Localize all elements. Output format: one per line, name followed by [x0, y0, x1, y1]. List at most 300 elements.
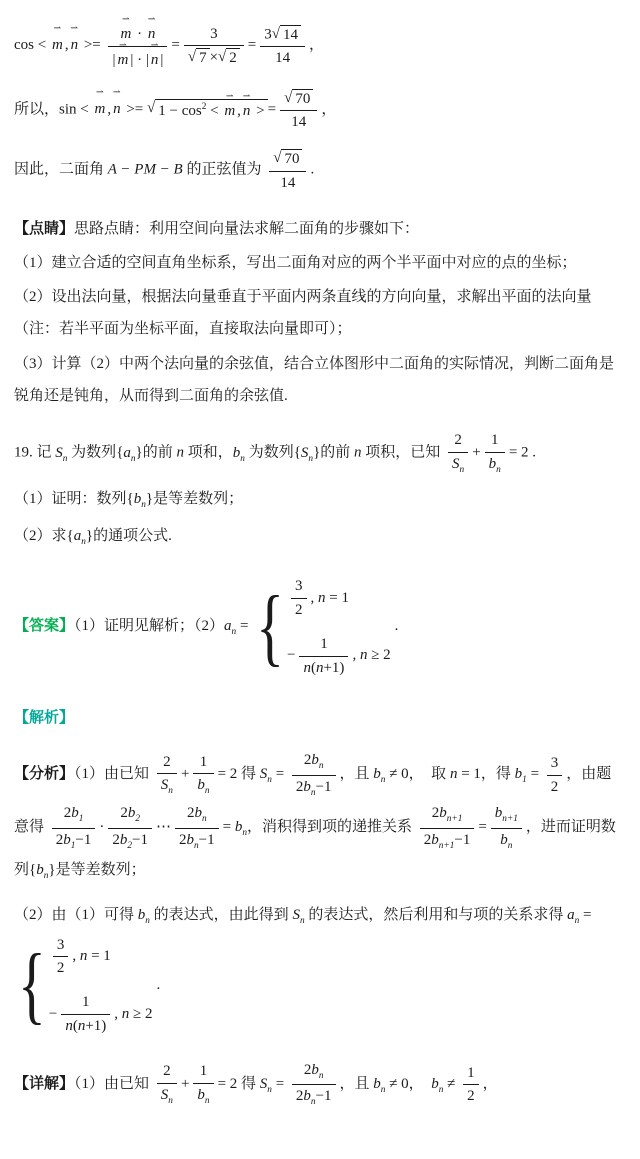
text-run: 是等差数列；: [153, 491, 244, 508]
subscript-base: S: [55, 444, 63, 461]
text-run: +1): [85, 1017, 107, 1034]
text-run: 所以，sin <: [14, 101, 93, 118]
numerator: [291, 576, 307, 599]
denominator: [61, 1015, 110, 1036]
section-tag: 【答案】: [14, 618, 75, 635]
subscript-base: b: [119, 832, 128, 849]
text-run: −1: [132, 832, 149, 849]
text-run: （2）设出法向量，根据法向量垂直于平面内两条直线的方向向量，求解出平面的法向量（注：若半平面为坐标平面，直接取法向量即可）；: [14, 289, 592, 338]
denominator: [420, 829, 475, 853]
text-run: 的前: [142, 444, 177, 461]
math-variable-subscripted: [232, 444, 245, 464]
vector-m: m ⇀: [52, 28, 63, 61]
section-tag: 【分析】: [14, 766, 75, 783]
text-run: 2: [63, 805, 72, 822]
text-run: 2: [55, 832, 64, 849]
text-run: = 2 得: [217, 766, 260, 783]
denominator: [292, 1085, 336, 1109]
text-run: ,: [114, 1005, 122, 1022]
text-run: }: [48, 861, 56, 878]
subscript-base: b: [127, 805, 136, 822]
text-run: 因此，二面角: [14, 161, 108, 178]
text-run: =: [478, 819, 487, 836]
text-run: 14: [291, 114, 307, 131]
text-run: 思路点睛：利用空间向量法求解二面角的步骤如下：: [74, 220, 420, 237]
math-variable-subscripted: [36, 861, 49, 881]
subscript: 2: [127, 841, 133, 852]
math-variable: n: [176, 444, 185, 461]
superscript: 2: [201, 101, 207, 112]
text-run: 2: [454, 432, 462, 448]
square-root: [147, 99, 268, 121]
text-run: = 2 .: [508, 444, 537, 461]
denominator: [108, 47, 167, 70]
math-variable-subscripted: [133, 491, 146, 511]
superscript-base: cos: [181, 102, 202, 119]
text-run: >=: [122, 101, 147, 118]
subscript: 1: [78, 814, 84, 825]
text-run: >=: [80, 37, 105, 54]
subscript-base: b: [303, 778, 311, 795]
math-variable-subscripted: [494, 805, 518, 825]
fraction: [292, 1060, 336, 1109]
subscript-base: b: [311, 752, 319, 769]
text-run: 的正弦值为: [182, 161, 266, 178]
text-run: {: [29, 861, 37, 878]
text-run: −1: [75, 832, 92, 849]
fraction: [448, 430, 468, 476]
subscript: n: [507, 841, 513, 852]
subscript-base: a: [567, 906, 575, 923]
left-brace-icon: {: [18, 935, 46, 1034]
numerator: [53, 935, 69, 958]
numerator: [193, 1061, 213, 1084]
denominator: [299, 657, 348, 678]
subscript-base: b: [500, 832, 508, 849]
math-variable: n: [65, 1017, 73, 1034]
math-variable-subscripted: [123, 444, 136, 464]
math-variable: A − PM − B: [107, 161, 183, 178]
numerator: [108, 803, 152, 829]
text-run: ，且: [339, 766, 374, 783]
math-variable-subscripted: [500, 832, 513, 852]
subscript-base: S: [259, 1075, 268, 1092]
math-variable-subscripted: [431, 1075, 444, 1095]
text-run: (: [72, 1017, 78, 1034]
text-run: 3: [295, 578, 303, 595]
math-variable-subscripted: [160, 777, 173, 797]
text-run: （1）由已知: [74, 1075, 153, 1092]
text-run: （1）证明见解析；（2）: [74, 618, 225, 635]
text-run: 19. 记: [14, 444, 56, 461]
text-run: +: [472, 444, 481, 461]
subscript: n: [308, 453, 314, 464]
numerator: [280, 88, 317, 112]
text-run: 1: [491, 432, 499, 448]
math-variable-subscripted: [303, 778, 316, 798]
math-variable-subscripted: [452, 455, 465, 475]
radicand: [280, 25, 301, 45]
subscript-base: b: [71, 805, 79, 822]
case-row: [49, 933, 153, 981]
subscript: n: [141, 500, 146, 511]
subscript-base: b: [439, 805, 447, 822]
vector-n: n ⇀: [151, 49, 159, 70]
numerator: [299, 634, 348, 657]
math-variable: n: [359, 647, 368, 664]
subscript: n: [310, 1097, 316, 1108]
vector-m: m ⇀: [121, 23, 132, 44]
text-run: 项和，: [184, 444, 233, 461]
text-run: 2: [423, 832, 432, 849]
case-row: [287, 632, 391, 680]
radical-sign-icon: √: [273, 150, 282, 166]
subscript-base: S: [452, 455, 460, 472]
subscript-base: b: [431, 832, 439, 849]
text-run: <: [206, 102, 223, 119]
subscript-base: b: [494, 805, 503, 822]
subscript-base: S: [292, 906, 300, 923]
denominator: [547, 776, 563, 797]
text-run: ,: [72, 948, 80, 965]
subscript-base: b: [431, 1075, 439, 1092]
text-run: ,: [64, 37, 69, 54]
fraction: [53, 935, 69, 979]
text-run: =: [222, 819, 235, 836]
denominator: [52, 829, 96, 853]
subscript: n+1: [502, 814, 518, 825]
text-run: ⋯: [156, 819, 172, 836]
fraction: [547, 753, 563, 797]
text-run: 2: [187, 805, 195, 822]
math-variable-subscripted: [197, 1086, 210, 1106]
numerator: [547, 753, 563, 776]
math-variable-subscripted: [259, 766, 272, 786]
text-run: ≥ 2: [129, 1005, 153, 1022]
numerator: [485, 430, 505, 453]
denominator: [175, 829, 219, 853]
fraction: [108, 22, 167, 70]
fraction: [193, 752, 213, 798]
subscript: n: [574, 915, 580, 926]
jiexi-heading: [14, 703, 624, 734]
text-run: ,: [310, 589, 318, 606]
math-variable-subscripted: [567, 906, 580, 926]
text-run: 2: [179, 832, 187, 849]
vector-n: n ⇀: [148, 23, 156, 44]
fraction: [260, 24, 305, 69]
subscript-base: b: [373, 1075, 381, 1092]
subscript: n: [242, 828, 248, 839]
text-run: ,: [352, 647, 360, 664]
text-run: 的表达式，然后利用和与项的关系求得: [304, 906, 568, 923]
radical-sign-icon: √: [146, 99, 156, 116]
text-run: 2: [295, 778, 304, 795]
text-run: ,: [107, 101, 112, 118]
text-run: ,: [237, 102, 241, 119]
vector-n: n ⇀: [71, 28, 79, 61]
subscript: n: [267, 1084, 272, 1095]
math-variable: n: [121, 1005, 130, 1022]
text-run: ，: [321, 101, 337, 118]
radical-sign-icon: √: [284, 89, 293, 106]
subscript: n: [204, 786, 210, 797]
text-run: 1: [467, 1064, 475, 1081]
dianjing-step-2: [14, 281, 624, 346]
subscript: n: [299, 915, 305, 926]
subscript: n: [168, 1095, 173, 1106]
text-run: 2: [467, 1088, 475, 1105]
numerator: [420, 803, 475, 829]
text-run: 为数列: [244, 444, 294, 461]
fraction: [193, 1061, 213, 1107]
numerator: [448, 430, 468, 453]
denominator: [491, 829, 522, 853]
subscript: n: [459, 464, 465, 475]
text-run: ≠: [443, 1075, 460, 1092]
math-variable-subscripted: [311, 752, 324, 772]
math-variable-subscripted: [194, 805, 207, 825]
radicand: [226, 48, 240, 68]
math-variable-subscripted: [303, 1088, 316, 1108]
question-19: [14, 428, 624, 478]
subscript-base: b: [186, 832, 195, 849]
text-run: {: [116, 444, 124, 461]
text-run: 1: [82, 994, 90, 1011]
text-run: 1: [320, 635, 328, 652]
subscript: n: [168, 786, 173, 797]
denominator: [463, 1085, 479, 1106]
numerator: [463, 1063, 479, 1086]
case-rows: [49, 933, 153, 1038]
subscript: n: [380, 1084, 386, 1095]
text-run: (: [310, 659, 316, 676]
text-run: ≥ 2: [367, 647, 391, 664]
math-variable: n: [315, 659, 324, 676]
text-run: = 1，得: [457, 766, 515, 783]
fraction: [157, 1061, 177, 1107]
square-root: [284, 89, 313, 109]
math-variable-subscripted: [259, 1075, 272, 1095]
subscript-base: S: [160, 777, 169, 794]
math-variable-subscripted: [300, 444, 314, 464]
subscript-base: b: [197, 1086, 205, 1103]
text-run: ·: [99, 819, 105, 836]
math-variable-subscripted: [137, 906, 150, 926]
text-run: 2: [295, 1088, 304, 1105]
subscript: n: [81, 537, 86, 548]
piecewise-cases: [256, 574, 391, 679]
math-variable: n: [303, 659, 311, 676]
text-run: >: [252, 102, 265, 119]
numerator: [184, 24, 244, 47]
denominator: [485, 453, 505, 477]
text-run: 14: [282, 26, 298, 43]
subscript: 1: [522, 775, 527, 786]
text-run: （1）建立合适的空间直角坐标系，写出二面角对应的两个半平面中对应的点的坐标；: [14, 254, 577, 271]
fraction: [269, 148, 306, 193]
section-tag: 【详解】: [14, 1075, 75, 1092]
math-variable: n: [449, 766, 458, 783]
subscript-base: b: [36, 861, 44, 878]
text-run: |: [160, 51, 164, 68]
subscript-base: b: [194, 805, 202, 822]
text-run: 1 −: [158, 102, 182, 119]
text-run: cos <: [14, 37, 50, 54]
subscript-base: a: [224, 618, 232, 635]
radical-sign-icon: √: [218, 49, 227, 66]
math-variable-subscripted: [55, 444, 68, 464]
denominator: [193, 1084, 213, 1108]
text-run: ，: [482, 1075, 498, 1092]
subscript: n: [130, 453, 136, 464]
text-run: =: [579, 906, 596, 923]
text-run: ，: [308, 37, 324, 54]
left-brace-icon: {: [256, 577, 284, 675]
subscript-base: b: [232, 444, 241, 461]
math-variable-subscripted: [119, 832, 133, 852]
subscript: n: [318, 1070, 324, 1081]
section-tag: 【解析】: [14, 710, 75, 727]
denominator: [108, 829, 152, 853]
radicand: [196, 48, 210, 68]
subscript: n: [62, 453, 68, 464]
subscript-base: b: [234, 819, 243, 836]
math-variable-subscripted: [71, 805, 84, 825]
subscript-base: a: [73, 528, 82, 545]
text-run: −: [48, 1005, 58, 1022]
subscript-base: b: [373, 766, 381, 783]
text-run: 2: [120, 805, 128, 822]
text-run: −1: [315, 778, 332, 795]
subscript-base: b: [303, 1088, 311, 1105]
text-run: ·: [133, 26, 146, 42]
numerator: [491, 803, 522, 829]
fraction: [157, 752, 177, 798]
dianjing-step-3: [14, 348, 624, 413]
text-run: .: [394, 618, 399, 635]
text-run: ，由题意得: [14, 766, 612, 836]
square-root: [188, 48, 210, 68]
subscript-base: S: [259, 766, 268, 783]
sin-formula-line: [14, 86, 624, 135]
square-root: [273, 149, 302, 169]
text-run: 7: [199, 50, 207, 67]
text-run: {: [126, 491, 134, 508]
text-run: 70: [284, 151, 300, 167]
denominator: [291, 599, 307, 620]
subscript: n+1: [438, 841, 455, 852]
text-run: 1: [199, 753, 208, 770]
text-run: 2: [163, 1063, 171, 1080]
text-run: 的通项公式.: [93, 528, 172, 545]
numerator: [175, 803, 219, 829]
denominator: [157, 1084, 177, 1108]
subscript-base: b: [63, 832, 71, 849]
subscript-base: b: [133, 491, 142, 508]
denominator: [448, 453, 468, 477]
numerator: [157, 752, 177, 775]
radicand: [281, 149, 302, 169]
numerator: [157, 1061, 177, 1084]
numerator: [292, 1060, 336, 1086]
math-variable: n: [77, 1017, 86, 1034]
text-run: 14: [280, 174, 296, 191]
text-run: 2: [56, 960, 65, 977]
numerator: [292, 750, 336, 776]
subscript: n+1: [446, 814, 463, 825]
text-run: .: [310, 161, 315, 178]
text-run: 2: [295, 602, 303, 619]
text-run: （3）计算（2）中两个法向量的余弦值，结合立体图形中二面角的实际情况，判断二面角是锐角还是钝角，从而得到二面角的余弦值.: [14, 355, 615, 404]
radicand: [155, 99, 267, 121]
fraction: [291, 576, 307, 620]
text-run: 2: [303, 1061, 312, 1078]
subscript: n: [267, 775, 272, 786]
text-run: =: [247, 37, 257, 54]
text-run: 项积，已知: [361, 444, 445, 461]
fraction: [61, 992, 110, 1036]
text-run: | · |: [130, 51, 149, 68]
subscript: n: [43, 870, 49, 881]
fraction: [52, 803, 96, 852]
conclusion-line: [14, 146, 624, 195]
text-run: = 1: [325, 589, 349, 606]
text-run: |: [112, 51, 116, 68]
math-variable-subscripted: [292, 906, 305, 926]
vector-m: m ⇀: [224, 100, 235, 121]
text-run: 2: [550, 778, 559, 795]
subscript-base: a: [123, 444, 131, 461]
text-run: 是等差数列；: [55, 861, 146, 878]
fraction: [299, 634, 348, 678]
text-run: 2: [163, 753, 171, 770]
fraction: [420, 803, 475, 852]
math-variable-subscripted: [439, 805, 463, 825]
text-run: −1: [198, 832, 215, 849]
denominator: [53, 957, 69, 978]
subscript: n: [380, 775, 386, 786]
text-run: −1: [454, 832, 471, 849]
vector-m: m ⇀: [94, 92, 105, 125]
text-run: 的表达式，由此得到: [149, 906, 293, 923]
math-variable-subscripted: [373, 766, 386, 786]
piecewise-cases: [18, 933, 153, 1038]
denominator: [260, 47, 305, 68]
subscript: 2: [135, 814, 141, 825]
denominator: [193, 774, 213, 798]
text-run: {: [66, 528, 74, 545]
text-run: {: [293, 444, 301, 461]
fraction: [175, 803, 219, 852]
numerator: [61, 992, 110, 1015]
text-run: 3: [56, 936, 65, 953]
text-run: （1）证明：数列: [14, 491, 127, 508]
case-rows: [287, 574, 391, 679]
section-tag: 【点睛】: [14, 220, 75, 237]
text-run: 70: [295, 90, 311, 107]
math-variable-subscripted: [186, 832, 199, 852]
math-variable-subscripted: [73, 528, 86, 548]
subscript: n: [194, 841, 199, 852]
math-variable-subscripted: [63, 832, 76, 852]
text-run: −1: [315, 1088, 332, 1105]
fraction: [184, 24, 244, 69]
text-run: 1: [199, 1063, 208, 1080]
question-19-part-1: [14, 484, 624, 515]
text-run: }: [313, 444, 321, 461]
math-variable: n: [354, 444, 362, 461]
